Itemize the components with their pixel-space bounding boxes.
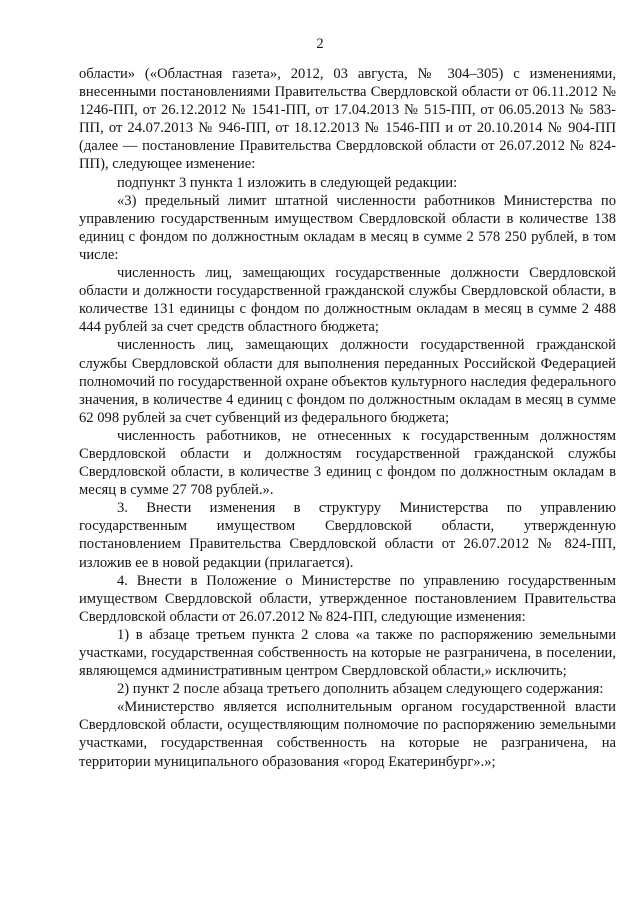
- paragraph-10: 2) пункт 2 после абзаца третьего дополнить абзацем следующего содержания:: [117, 681, 604, 698]
- paragraph-8: 4. Внести в Положение о Министерстве по управлению государственным имуществом Свердловской области, утвержденное постановлением Правительства Свердловской области от 26.07.2012 № 824-ПП, следующие изменения:: [79, 572, 616, 625]
- paragraph-5: численность лиц, замещающих должности государственной гражданской службы Свердловской области для выполнения переданных Российской Федерацией полномочий по государственной охране объектов культурного наследия федерального значения, в количестве 4 единиц с фондом по должностным окладам в месяц в сумме 62 098 рублей за счет субвенций из федерального бюджета;: [79, 337, 616, 426]
- paragraph-4: численность лиц, замещающих государственные должности Свердловской области и должности государственной гражданской службы Свердловской области, в количестве 131 единицы с фондом по должностным окладам в месяц в сумме 2 488 444 рублей за счет средств областного бюджета;: [79, 265, 616, 336]
- paragraph-3: «3) предельный лимит штатной численности работников Министерства по управлению государственным имуществом Свердловской области в количестве 138 единиц с фондом по должностным окладам в месяц в сумме 2 578 250 рублей, в том числе:: [79, 192, 616, 263]
- paragraph-2: подпункт 3 пункта 1 изложить в следующей редакции:: [117, 174, 458, 191]
- document-body: [79, 65, 616, 771]
- paragraph-7: 3. Внести изменения в структуру Министерства по управлению государственным имуществом Свердловской области, утвержденную постановлением Правительства Свердловской области от 26.07.2012 № 824-ПП, изложив ее в новой редакции (прилагается).: [79, 500, 616, 571]
- paragraph-6: численность работников, не отнесенных к государственным должностям Свердловской области и должностям государственной гражданской службы Свердловской области, в количестве 3 единиц с фондом по должностным окладам в месяц в сумме 27 708 рублей.».: [79, 427, 616, 499]
- paragraph-1: области» («Областная газета», 2012, 03 августа, № 304–305) с изменениями, внесенными постановлениями Правительства Свердловской области от 06.11.2012 № 1246-ПП, от 26.12.2012 № 1541-ПП, от 17.04.2013 № 515-ПП, от 06.05.2013 № 583-ПП, от 24.07.2013 № 946-ПП, от 18.12.2013 № 1546-ПП и от 20.10.2014 № 904-ПП (далее — постановление Правительства Свердловской области от 26.07.2012 № 824-ПП), следующее изменение:: [79, 66, 616, 173]
- page-number: 2: [316, 36, 324, 52]
- paragraph-9: 1) в абзаце третьем пункта 2 слова «а также по распоряжению земельными участками, государственная собственность на которые не разграничена, в поселении, являющемся административным центром Свердловской области,» исключить;: [79, 626, 616, 680]
- paragraph-11: «Министерство является исполнительным органом государственной власти Свердловской области, осуществляющим полномочие по распоряжению земельными участками, государственная собственность на которые не разграничена, на территории муниципального образования «город Екатеринбург».»;: [79, 699, 616, 770]
